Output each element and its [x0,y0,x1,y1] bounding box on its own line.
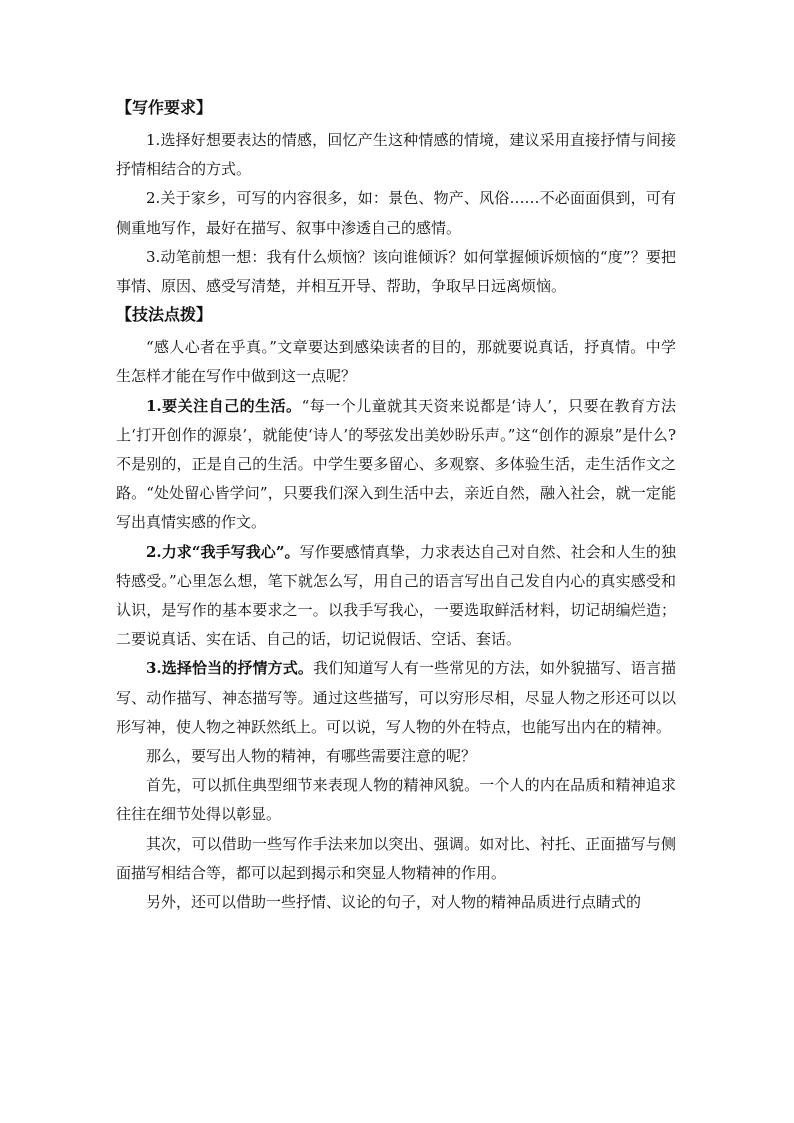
section-heading-technique-tips: 【技法点拨】 [116,305,213,325]
technique-point-3 [116,654,676,742]
requirement-item-1: 1.选择好想要表达的情感，回忆产生这种情感的情境，建议采用直接抒情与间接抒情相结合的方式。 [116,131,676,179]
technique-point-2-lead: 2.力求“我手写我心”。 [146,542,300,561]
section-heading-writing-requirements: 【写作要求】 [116,98,213,117]
requirement-item-2: 2.关于家乡，可写的内容很多，如：景色、物产、风俗……不必面面俱到，可有侧重地写作，最好在描写、叙事中渗透自己的感情。 [116,189,676,237]
technique-point-2 [116,538,676,655]
technique-point-2-body: 写作要感情真挚，力求表达自己对自然、社会和人生的独特感受。”心里怎么想，笔下就怎么写，用自己的语言写出自己发自内心的真实感受和认识，是写作的基本要求之一。以我手写我心，一要选取鲜活材料，切记胡编烂造；二要说真话、实在话、自己的话，切记说假话、空话、套话。 [116,542,676,649]
document-page [116,96,676,917]
technique-point-3-body: 我们知道写人有一些常见的方法，如外貌描写、语言描写、动作描写、神态描写等。通过这些描写，可以穷形尽相，尽显人物之形还可以以形写神，使人物之神跃然纸上。可以说，写人物的外在特点，也能写出内在的精神。 [116,659,676,736]
technique-point-1 [116,392,676,538]
technique-paragraph-2: 首先，可以抓住典型细节来表现人物的精神风貌。一个人的内在品质和精神追求往往在细节处得以彰显。 [116,776,676,824]
technique-paragraph-4: 另外，还可以借助一些抒情、议论的句子，对人物的精神品质进行点睛式的 [146,893,642,912]
technique-intro: “感人心者在乎真。”文章要达到感染读者的目的，那就要说真话，抒真情。中学生怎样才能在写作中做到这一点呢？ [116,338,676,386]
requirement-item-3: 3.动笔前想一想：我有什么烦恼？该向谁倾诉？如何掌握倾诉烦恼的“度”？要把事情、原因、感受写清楚，并相互开导、帮助，争取早日远离烦恼。 [116,247,676,296]
technique-paragraph-3: 其次，可以借助一些写作手法来加以突出、强调。如对比、衬托、正面描写与侧面描写相结合等，都可以起到揭示和突显人物精神的作用。 [116,834,676,882]
technique-point-1-lead: 1.要关注自己的生活。 [146,396,302,415]
technique-point-1-body: “每一个儿童就其天资来说都是‘诗人’，只要在教育方法上‘打开创作的源泉’，就能使‘诗人’的琴弦发出美妙盼乐声。”这“创作的源泉”是什么?不是别的，正是自己的生活。中学生要多留心、多观察、多体验生活，走生活作文之路。“处处留心皆学问”，只要我们深入到生活中去，亲近自然，融入社会，就一定能写出真情实感的作文。 [116,396,676,532]
technique-paragraph-1: 那么，要写出人物的精神，有哪些需要注意的呢？ [146,747,477,766]
technique-point-3-lead: 3.选择恰当的抒情方式。 [146,659,314,678]
